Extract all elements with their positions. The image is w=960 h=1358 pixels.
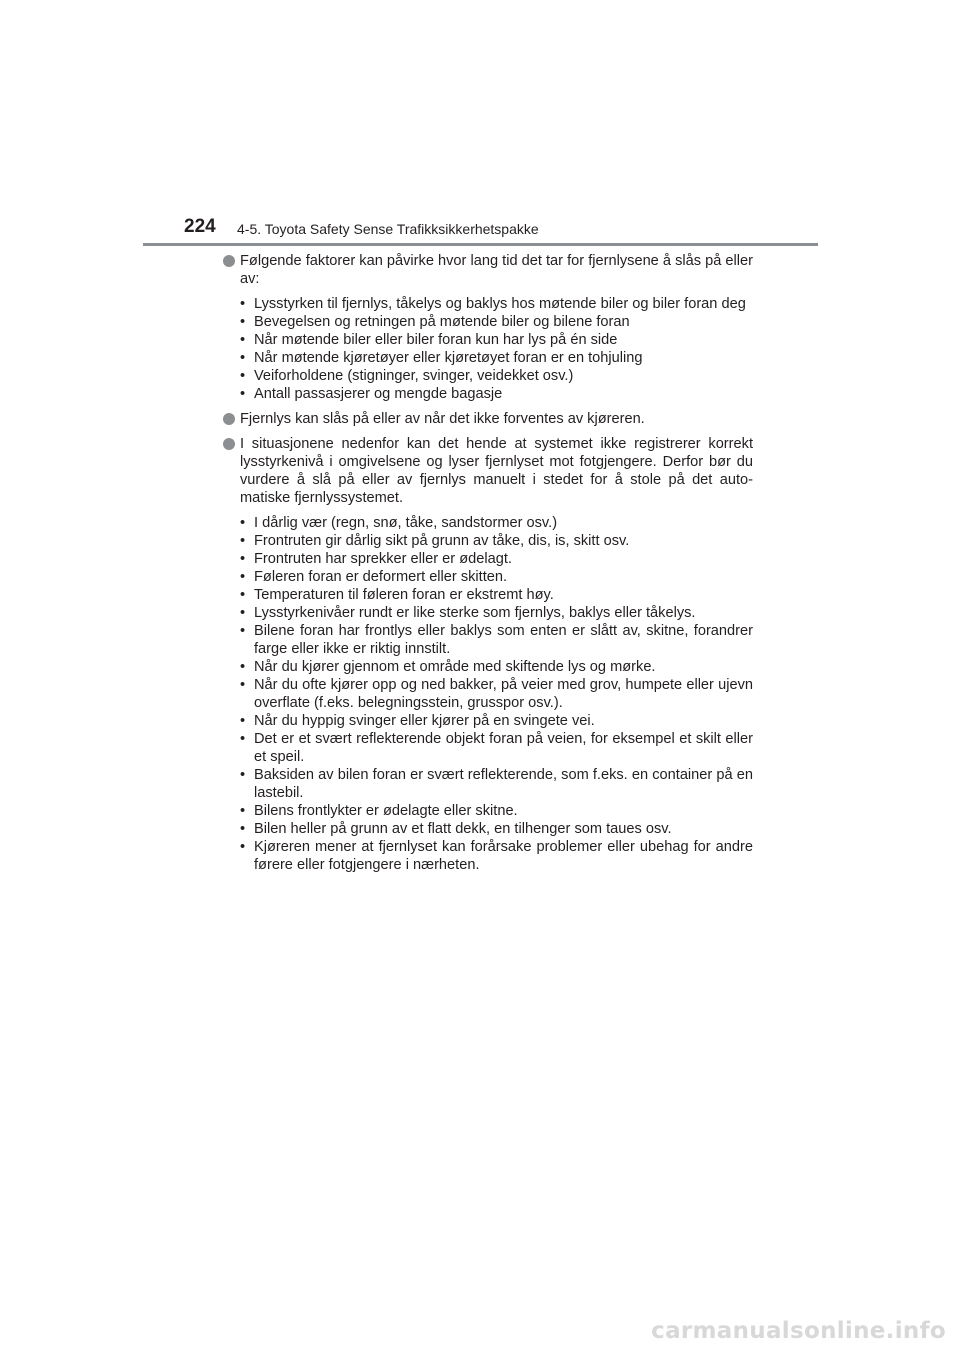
bullet-list [223,295,753,403]
list-item: • Når du ofte kjører opp og ned bakker, på veier med grov, humpete eller ujevn overflate (f.eks. belegningsstein, grusspor osv.). [240,676,753,712]
list-item: • Antall passasjerer og mengde bagasje [240,385,753,403]
list-item: • Når du hyppig svinger eller kjører på en svingete vei. [240,712,753,730]
paragraph-text: Fjernlys kan slås på eller av når det ikke forventes av kjøreren. [240,411,645,427]
page-number: 224 [184,216,216,237]
paragraph [223,435,753,507]
list-item: • Når møtende biler eller biler foran kun har lys på én side [240,331,753,349]
header-divider [143,243,818,246]
bullet-circle-icon [223,438,235,450]
list-item: • Kjøreren mener at fjernlyset kan forårsake problemer eller ubehag for andre førere eller fotgjengere i nærheten. [240,838,753,874]
page-header [184,216,824,246]
list-item: • Temperaturen til føleren foran er ekstremt høy. [240,586,753,604]
section-title: 4-5. Toyota Safety Sense Trafikksikkerhetspakke [237,221,539,237]
paragraph [223,410,753,428]
list-item: • Veiforholdene (stigninger, svinger, veidekket osv.) [240,367,753,385]
paragraph [223,252,753,288]
paragraph-text: I situasjonene nedenfor kan det hende at systemet ikke registrerer korrekt lysstyrkenivå i omgivelsene og lyser fjernlyset mot fotgjengere. Derfor bør du vurdere å slå på eller av fjernlys manuelt i stedet for å stole på det auto- matiske fjernlyssystemet. [240,436,753,506]
list-item: • Bilens frontlykter er ødelagte eller skitne. [240,802,753,820]
list-item: • Frontruten har sprekker eller er ødelagt. [240,550,753,568]
list-item: • Baksiden av bilen foran er svært reflekterende, som f.eks. en container på en lastebil. [240,766,753,802]
bullet-circle-icon [223,413,235,425]
list-item: • Bevegelsen og retningen på møtende biler og bilene foran [240,313,753,331]
list-item: • Bilene foran har frontlys eller baklys som enten er slått av, skitne, forandrer farge eller ikke er riktig innstilt. [240,622,753,658]
list-item: • Lysstyrkenivåer rundt er like sterke som fjernlys, baklys eller tåkelys. [240,604,753,622]
page-content [223,252,753,881]
list-item: • Når du kjører gjennom et område med skiftende lys og mørke. [240,658,753,676]
bullet-circle-icon [223,255,235,267]
list-item: • Føleren foran er deformert eller skitten. [240,568,753,586]
paragraph-text: Følgende faktorer kan påvirke hvor lang tid det tar for fjernlysene å slås på eller av: [240,253,753,287]
list-item: • Det er et svært reflekterende objekt foran på veien, for eksempel et skilt eller et speil. [240,730,753,766]
list-item: • Lysstyrken til fjernlys, tåkelys og baklys hos møtende biler og biler foran deg [240,295,753,313]
watermark: carmanualsonline.info [651,1318,946,1344]
list-item: • Bilen heller på grunn av et flatt dekk, en tilhenger som taues osv. [240,820,753,838]
list-item: • I dårlig vær (regn, snø, tåke, sandstormer osv.) [240,514,753,532]
bullet-list [223,514,753,874]
list-item: • Når møtende kjøretøyer eller kjøretøyet foran er en tohjuling [240,349,753,367]
list-item: • Frontruten gir dårlig sikt på grunn av tåke, dis, is, skitt osv. [240,532,753,550]
